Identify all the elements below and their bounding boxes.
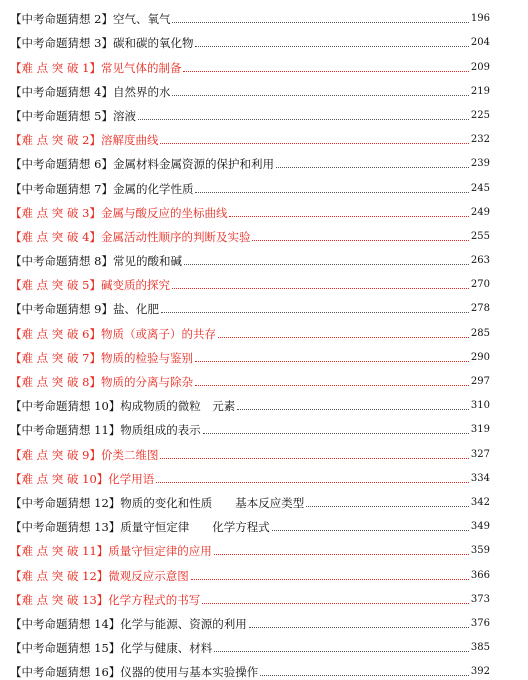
dot-leader: [203, 432, 469, 434]
dot-leader: [195, 45, 468, 47]
toc-entry-page-number: 232: [470, 134, 490, 146]
dot-leader: [191, 578, 469, 580]
toc-entry-title: 价类二维图: [100, 447, 159, 462]
dot-leader: [195, 191, 468, 193]
dot-leader: [218, 336, 469, 338]
toc-entry-page-number: 373: [470, 593, 490, 605]
toc-entry[interactable]: [10, 99, 490, 123]
toc-entry-title: 金属活动性顺序的判断及实验: [100, 229, 251, 244]
dot-leader: [172, 287, 469, 289]
toc-entry-page-number: 366: [470, 569, 490, 581]
toc-entry-title: 微观反应示意图: [108, 568, 189, 583]
toc-entry-title: 金属与酸反应的坐标曲线: [100, 205, 228, 220]
toc-entry[interactable]: [10, 583, 490, 607]
dot-leader: [272, 529, 469, 531]
toc-entry-page-number: 385: [470, 642, 490, 654]
dot-leader: [160, 142, 468, 144]
toc-entry-label: 【难 点 突 破 12】: [10, 568, 109, 583]
toc-entry[interactable]: [10, 2, 490, 26]
toc-entry-page-number: 290: [470, 351, 490, 363]
toc-entry-page-number: 297: [470, 376, 490, 387]
toc-entry-title: 物质的变化和性质 基本反应类型: [120, 495, 305, 510]
dot-leader: [252, 239, 468, 241]
toc-entry[interactable]: [10, 316, 490, 340]
toc-entry[interactable]: [10, 123, 490, 147]
toc-entry[interactable]: [10, 292, 490, 316]
toc-entry-page-number: 245: [470, 182, 490, 194]
toc-entry[interactable]: [10, 631, 490, 655]
toc-entry[interactable]: [10, 50, 490, 74]
toc-entry[interactable]: [10, 510, 490, 534]
toc-entry-page-number: 225: [470, 109, 490, 121]
toc-entry-page-number: 285: [470, 327, 490, 339]
toc-entry-title: 碱变质的探究: [100, 278, 170, 293]
toc-entry-title: 化学用语: [108, 471, 155, 486]
toc-entry[interactable]: [10, 534, 490, 558]
toc-entry[interactable]: [10, 437, 490, 461]
dot-leader: [138, 118, 469, 120]
dot-leader: [195, 360, 469, 362]
toc-entry-title: 常见气体的制备: [100, 60, 182, 75]
toc-entry-label: 【难 点 突 破 4】: [10, 229, 101, 244]
toc-entry-label: 【中考命题猜想 6】: [10, 157, 113, 172]
toc-entry-page-number: 239: [470, 158, 490, 170]
toc-entry[interactable]: [10, 558, 490, 582]
toc-entry[interactable]: [10, 341, 490, 365]
toc-entry-label: 【中考命题猜想 15】: [10, 641, 121, 656]
toc-entry-title: 物质的分离与除杂: [100, 375, 193, 389]
toc-entry[interactable]: [10, 75, 490, 99]
toc-entry-label: 【中考命题猜想 14】: [10, 616, 121, 631]
toc-entry-title: 化学与能源、资源的利用: [120, 616, 247, 631]
toc-entry-title: 物质组成的表示: [120, 423, 201, 438]
toc-entry-title: 物质（或离子）的共存: [100, 326, 216, 341]
toc-entry-page-number: 310: [470, 400, 490, 412]
toc-entry[interactable]: [10, 462, 490, 486]
toc-entry-label: 【难 点 突 破 2】: [10, 133, 101, 148]
dot-leader: [184, 263, 469, 265]
toc-entry-page-number: 327: [470, 448, 490, 460]
dot-leader: [214, 553, 469, 555]
toc-entry-label: 【中考命题猜想 7】: [10, 181, 113, 196]
toc-entry-label: 【中考命题猜想 9】: [10, 302, 113, 317]
dot-leader: [214, 650, 469, 652]
toc-entry[interactable]: [10, 196, 490, 220]
toc-entry[interactable]: [10, 607, 490, 631]
toc-entry-page-number: 334: [470, 472, 490, 484]
toc-entry-label: 【中考命题猜想 4】: [10, 84, 113, 99]
toc-entry[interactable]: [10, 389, 490, 413]
toc-entry-page-number: 263: [470, 255, 490, 267]
dot-leader: [306, 505, 469, 507]
toc-entry-label: 【中考命题猜想 5】: [10, 108, 113, 123]
toc-entry-label: 【难 点 突 破 10】: [10, 471, 109, 486]
table-of-contents: [10, 2, 490, 679]
toc-entry-title: 化学方程式的书写: [108, 592, 201, 607]
toc-entry-label: 【中考命题猜想 16】: [10, 665, 121, 680]
toc-entry-page-number: 209: [470, 61, 490, 73]
toc-entry[interactable]: [10, 171, 490, 195]
dot-leader: [276, 166, 469, 168]
toc-entry-page-number: 249: [470, 206, 490, 218]
toc-entry-title: 盐、化肥: [112, 302, 159, 317]
toc-entry-label: 【中考命题猜想 2】: [10, 12, 113, 27]
toc-entry-page-number: 219: [470, 85, 490, 97]
dot-leader: [156, 481, 469, 483]
toc-entry-title: 碳和碳的氧化物: [112, 36, 194, 51]
toc-entry-title: 溶液: [112, 108, 136, 123]
toc-entry-label: 【难 点 突 破 9】: [10, 447, 101, 462]
toc-entry-page-number: 319: [470, 424, 490, 436]
toc-entry-label: 【难 点 突 破 5】: [10, 278, 101, 293]
dot-leader: [172, 21, 468, 23]
toc-entry-title: 构成物质的微粒 元素: [120, 399, 236, 414]
toc-entry-page-number: 392: [470, 666, 490, 678]
dot-leader: [229, 215, 468, 217]
toc-entry-label: 【中考命题猜想 11】: [10, 423, 121, 438]
dot-leader: [237, 408, 469, 410]
toc-entry[interactable]: [10, 244, 490, 268]
toc-entry-label: 【中考命题猜想 8】: [10, 254, 113, 269]
toc-entry[interactable]: [10, 655, 490, 679]
toc-entry-label: 【难 点 突 破 13】: [10, 592, 109, 607]
toc-entry-title: 自然界的水: [112, 84, 171, 99]
dot-leader: [260, 674, 469, 676]
toc-entry-page-number: 349: [470, 521, 490, 533]
toc-entry-title: 物质的检验与鉴别: [100, 350, 193, 365]
toc-entry-title: 质量守恒定律 化学方程式: [120, 520, 270, 535]
toc-entry-title: 仪器的使用与基本实验操作: [120, 665, 259, 680]
toc-entry-title: 质量守恒定律的应用: [108, 544, 212, 559]
toc-entry-label: 【中考命题猜想 10】: [10, 399, 121, 414]
toc-entry-label: 【难 点 突 破 3】: [10, 205, 101, 220]
dot-leader: [183, 70, 468, 72]
toc-entry-label: 【中考命题猜想 12】: [10, 495, 121, 510]
toc-entry-title: 金属材料金属资源的保护和利用: [112, 157, 274, 172]
toc-entry-label: 【中考命题猜想 13】: [10, 520, 121, 535]
toc-entry-title: 空气、氧气: [112, 12, 171, 27]
toc-entry-page-number: 278: [470, 303, 490, 315]
toc-entry-page-number: 270: [470, 279, 490, 291]
dot-leader: [160, 457, 468, 459]
toc-entry[interactable]: [10, 147, 490, 171]
toc-entry-page-number: 376: [470, 617, 490, 629]
toc-entry-page-number: 196: [470, 13, 490, 25]
toc-entry-label: 【难 点 突 破 7】: [10, 350, 101, 365]
toc-entry-title: 化学与健康、材料: [120, 641, 213, 656]
toc-entry[interactable]: [10, 365, 490, 389]
toc-entry[interactable]: [10, 413, 490, 437]
toc-entry-label: 【中考命题猜想 3】: [10, 36, 113, 51]
toc-entry[interactable]: [10, 486, 490, 510]
toc-entry-page-number: 204: [470, 37, 490, 49]
toc-entry-page-number: 359: [470, 545, 490, 557]
dot-leader: [161, 311, 469, 313]
dot-leader: [202, 602, 469, 604]
toc-entry-title: 金属的化学性质: [112, 181, 194, 196]
toc-entry[interactable]: [10, 268, 490, 292]
dot-leader: [195, 384, 469, 386]
toc-entry-label: 【难 点 突 破 6】: [10, 326, 101, 341]
toc-entry-label: 【难 点 突 破 11】: [10, 544, 109, 559]
toc-entry-page-number: 342: [470, 496, 490, 508]
toc-entry-title: 溶解度曲线: [100, 133, 159, 148]
toc-entry-title: 常见的酸和碱: [112, 254, 182, 269]
dot-leader: [249, 626, 469, 628]
toc-entry-label: 【难 点 突 破 8】: [10, 375, 101, 389]
dot-leader: [172, 94, 468, 96]
toc-entry[interactable]: [10, 26, 490, 50]
toc-entry[interactable]: [10, 220, 490, 244]
toc-entry-label: 【难 点 突 破 1】: [10, 60, 101, 75]
toc-entry-page-number: 255: [470, 230, 490, 242]
